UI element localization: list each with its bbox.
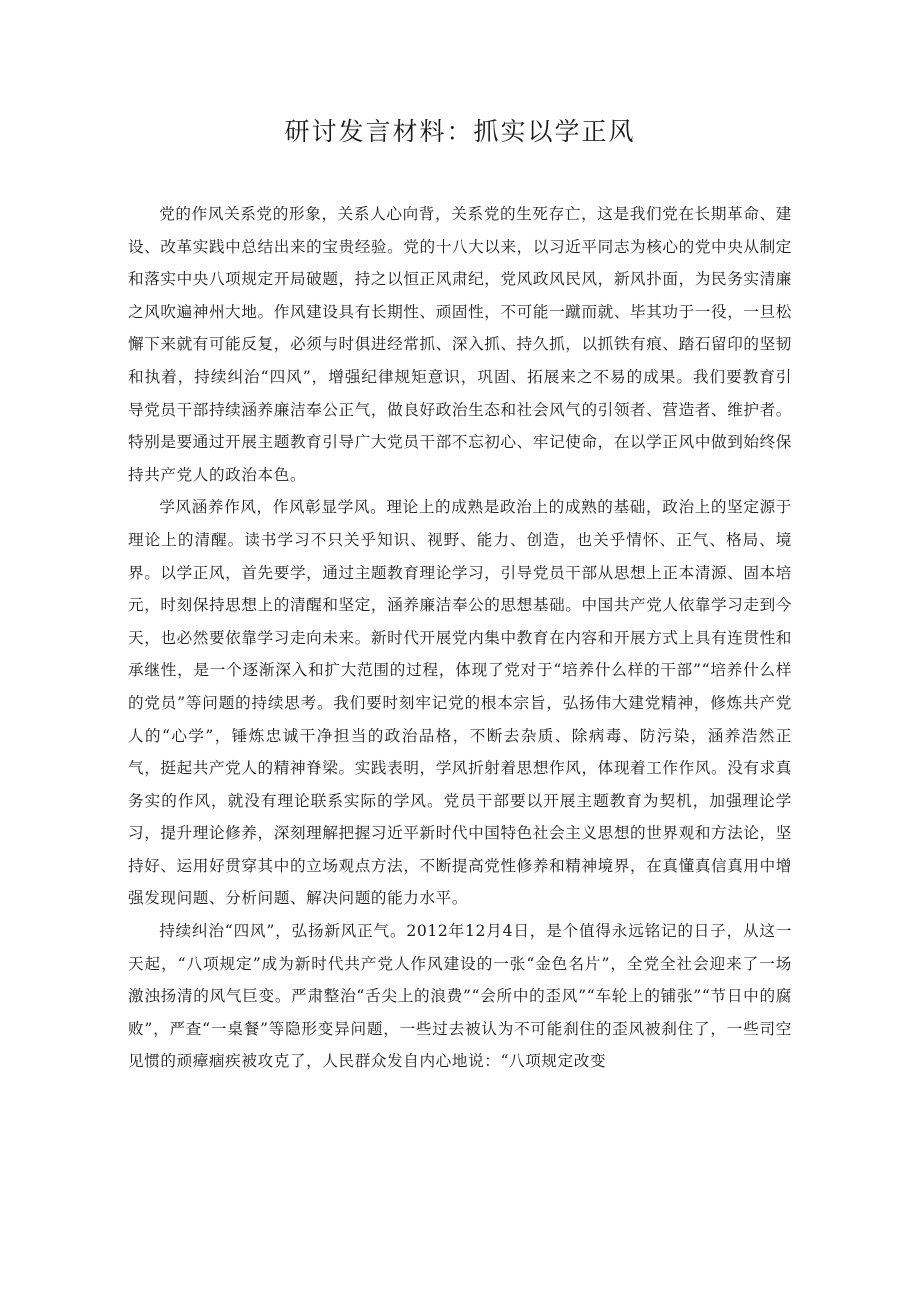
document-title: 研讨发言材料：抓实以学正风 (284, 117, 636, 146)
paragraph-3: 持续纠治“四风”，弘扬新风正气。2012年12月4日，是个值得永远铭记的日子，从这一天起，“八项规定”成为新时代共产党人作风建设的一张“金色名片”，全党全社会迎来了一场激浊扬清的风气巨变。严肃整治“舌尖上的浪费”“会所中的歪风”“车轮上的铺张”“节日中的腐败”，严查“一桌餐”等隐形变异问题，一些过去被认为不可能刹住的歪风被刹住了，一些司空见惯的顽瘴痼疾被攻克了，人民群众发自内心地说：“八项规定改变 (128, 922, 792, 1071)
paragraph-2: 学风涵养作风，作风彰显学风。理论上的成熟是政治上的成熟的基础，政治上的坚定源于理论上的清醒。读书学习不只关乎知识、视野、能力、创造，也关乎情怀、正气、格局、境界。以学正风，首先要学，通过主题教育理论学习，引导党员干部从思想上正本清源、固本培元，时刻保持思想上的清醒和坚定，涵养廉洁奉公的思想基础。中国共产党人依靠学习走到今天，也必然要依靠学习走向未来。新时代开展党内集中教育在内容和开展方式上具有连贯性和承继性，是一个逐渐深入和扩大范围的过程，体现了党对于“培养什么样的干部”“培养什么样的党员”等问题的持续思考。我们要时刻牢记党的根本宗旨，弘扬伟大建党精神，修炼共产党人的“心学”，锤炼忠诚干净担当的政治品格，不断去杂质、除病毒、防污染，涵养浩然正气，挺起共产党人的精神脊梁。实践表明，学风折射着思想作风，体现着工作作风。没有求真务实的作风，就没有理论联系实际的学风。党员干部要以开展主题教育为契机，加强理论学习，提升理论修养，深刻理解把握习近平新时代中国特色社会主义思想的世界观和方法论，坚持好、运用好贯穿其中的立场观点方法，不断提高党性修养和精神境界，在真懂真信真用中增强发现问题、分析问题、解决问题的能力水平。 (128, 498, 792, 908)
paragraph-1: 党的作风关系党的形象，关系人心向背，关系党的生死存亡，这是我们党在长期革命、建设、改革实践中总结出来的宝贵经验。党的十八大以来，以习近平同志为核心的党中央从制定和落实中央八项规定开局破题，持之以恒正风肃纪，党风政风民风，新风扑面，为民务实清廉之风吹遍神州大地。作风建设具有长期性、顽固性，不可能一蹴而就、毕其功于一役，一旦松懈下来就有可能反复，必须与时俱进经常抓、深入抓、持久抓，以抓铁有痕、踏石留印的坚韧和执着，持续纠治“四风”，增强纪律规矩意识，巩固、拓展来之不易的成果。我们要教育引导党员干部持续涵养廉洁奉公正气，做良好政治生态和社会风气的引领者、营造者、维护者。特别是要通过开展主题教育引导广大党员干部不忘初心、牢记使命，在以学正风中做到始终保持共产党人的政治本色。 (128, 205, 792, 484)
document-body (128, 198, 792, 1078)
